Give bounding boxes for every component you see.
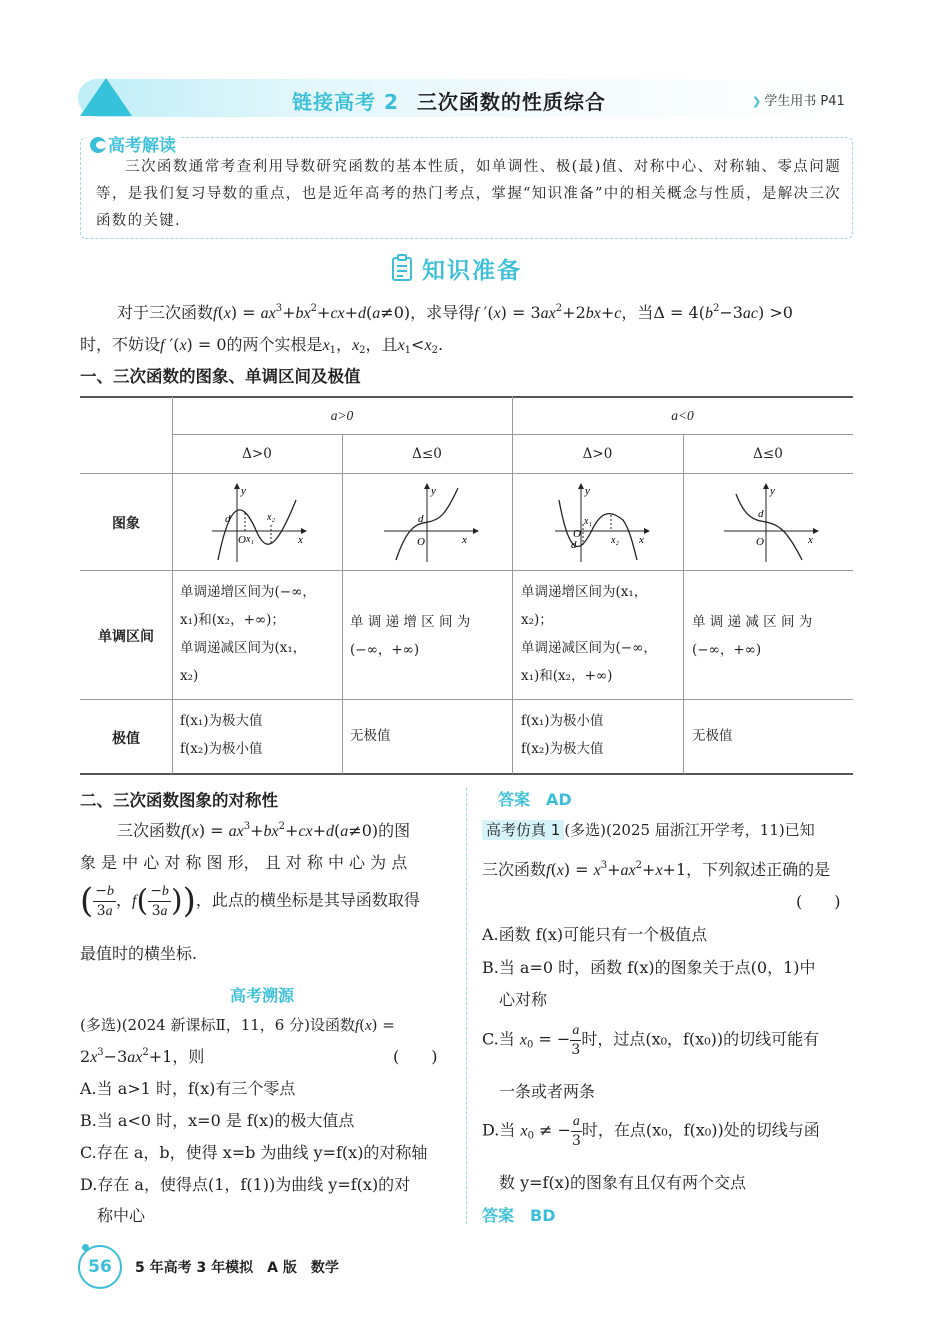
sim-answer-blank: ( ) [796,892,841,911]
source-answer-blank: ( ) [393,1047,438,1066]
sim-option-b-cont: 心对称 [499,990,548,1009]
section-1-title: 一、三次函数的图象、单调区间及极值 [80,367,361,386]
svg-text:x: x [808,534,813,546]
sub-header-4: Δ≤0 [753,446,783,462]
interpretation-badge [86,131,180,156]
svg-text:d: d [571,539,577,551]
section-2-title: 二、三次函数图象的对称性 [80,791,278,810]
interpretation-badge-label: 高考解读 [108,136,176,156]
answer-1: 答案 AD [498,790,572,809]
row-label-monotonic: 单调区间 [98,629,154,645]
sim-badge: 高考仿真 1 [482,820,564,840]
knowledge-title-text: 知识准备 [422,258,522,284]
sim-question-line-2: 三次函数$f(x) = x^3+ax^2+x+1$，下列叙述正确的是 [482,860,831,879]
answer-2: 答案 BD [482,1206,556,1225]
mono-cell-3: 单调递增区间为(x₁， x₂)； 单调递减区间为(−∞， x₁)和(x₂，+∞) [521,584,657,684]
chevron-right-icon: ❯ [752,95,762,108]
extreme-cell-3: f(x₁)为极小值 f(x₂)为极大值 [521,713,604,757]
symmetry-line-4: 最值时的横坐标. [80,944,198,963]
header-triangle-icon [80,76,136,120]
source-title: 高考溯源 [230,986,295,1005]
svg-text:d: d [418,513,424,525]
sim-question-line-1: 高考仿真 1 (多选)(2025 届浙江开学考，11)已知 [482,819,815,840]
svg-text:x: x [639,534,644,546]
row-label-extreme: 极值 [112,731,140,747]
extreme-cell-4: 无极值 [692,728,733,744]
source-option-b: B.当 a<0 时，x=0 是 f(x)的极大值点 [80,1111,355,1130]
sim-option-a: A.函数 f(x)可能只有一个极值点 [482,925,708,944]
sim-option-c-cont: 一条或者两条 [499,1082,596,1101]
svg-text:x: x [298,534,303,546]
svg-text:d: d [758,508,764,520]
svg-text:O: O [238,534,246,546]
svg-text:y: y [241,485,246,497]
mono-cell-1: 单调递增区间为(−∞， x₁)和(x₂，+∞)； 单调递减区间为(x₁， x₂) [180,584,316,684]
sim-option-b: B.当 a=0 时，函数 f(x)的图象关于点(0，1)中 [482,958,816,977]
row-label-graph: 图象 [112,516,140,532]
intro-line-1: 对于三次函数$f(x) = ax^3+bx^2+cx+d(a\ne 0)$，求导得f $'(x) = 3ax^2+2bx+c$，当$\Delta = 4(b^2-3ac) >0$ [117,303,793,322]
c-icon [90,137,106,153]
student-book-ref[interactable] [752,90,845,109]
svg-text:O: O [573,528,581,540]
source-question-2: $2x^3-3ax^2+1$，则 [80,1047,205,1066]
svg-text:d: d [225,513,231,525]
symmetry-line-3: ( $\frac{-b}{3a}$ ，f( $\frac{-b}{3a}$ ))，此点的横坐标是其导函数取得 [80,881,420,921]
intro-line-2: 时，不妨设f ′(x) = 0的两个实根是$x_1$，$x_2$，且$x_1<x_2$. [80,335,444,356]
svg-text:y: y [431,485,436,497]
clipboard-icon [390,254,416,282]
mono-cell-4: 单 调 递 减 区 间 为 (−∞，+∞) [692,614,813,658]
source-question-1: (多选)(2024 新课标Ⅱ，11，6 分)设函数f(x) = [80,1016,395,1034]
svg-text:O: O [756,536,764,548]
sim-option-d-cont: 数 y=f(x)的图象有且仅有两个交点 [499,1173,746,1192]
cubic-properties-table [80,396,853,774]
graph-a-pos-delta-pos [210,480,310,566]
svg-text:x₁: x₁ [246,534,254,545]
svg-text:y: y [770,485,775,497]
link-label: 链接高考 2 [292,90,399,114]
knowledge-title [390,252,522,285]
graph-a-pos-delta-nonpos [382,480,482,566]
footer-book-info: 5 年高考 3 年模拟 A 版 数学 [135,1260,339,1276]
extreme-cell-2: 无极值 [350,728,391,744]
sim-option-c: C.当 $x_0$ = − $\frac{a}{3}$ 时，过点(x₀，f(x₀))的切线可能有 [482,1023,820,1058]
page-number: 56 [78,1245,122,1289]
sub-header-3: Δ>0 [582,446,613,462]
ref-text: 学生用书 P41 [764,94,845,109]
extreme-cell-1: f(x₁)为极大值 f(x₂)为极小值 [180,713,263,757]
svg-text:O: O [417,536,425,548]
sub-header-1: Δ>0 [242,446,272,462]
column-divider [466,788,467,1224]
chapter-title [292,86,606,115]
header-a-negative: a<0 [671,408,694,423]
header-a-positive: a>0 [330,408,354,423]
symmetry-line-1: 三次函数$f(x) = ax^3+bx^2+cx+d(a\ne 0)$的图 [117,821,411,840]
source-option-a: A.当 a>1 时，f(x)有三个零点 [80,1079,296,1098]
sub-header-2: Δ≤0 [412,446,442,462]
source-option-c: C.存在 a，b，使得 x=b 为曲线 y=f(x)的对称轴 [80,1143,428,1162]
sim-option-d: D.当 $x_0$ ≠ − $\frac{a}{3}$ 时，在点(x₀，f(x₀))处的切线与函 [482,1114,820,1149]
svg-text:y: y [585,485,590,497]
svg-text:x₂: x₂ [611,535,619,546]
page-dot-icon [82,1244,89,1251]
source-option-d-cont: 称中心 [97,1206,146,1225]
source-option-d: D.存在 a，使得点(1，f(1))为曲线 y=f(x)的对 [80,1175,411,1194]
svg-text:x₂: x₂ [267,512,275,523]
graph-a-neg-delta-pos [553,480,653,566]
mono-cell-2: 单 调 递 增 区 间 为 (−∞，+∞) [350,614,471,658]
topic-title: 三次函数的性质综合 [416,90,606,114]
svg-text:x₁: x₁ [584,516,592,527]
svg-text:x: x [462,534,467,546]
graph-a-neg-delta-nonpos [722,480,822,566]
symmetry-line-2: 象 是 中 心 对 称 图 形， 且 对 称 中 心 为 点 [80,853,408,872]
interpretation-text: 三次函数通常考查利用导数研究函数的基本性质，如单调性、极(最)值、对称中心、对称轴、零点问题等，是我们复习导数的重点，也是近年高考的热门考点，掌握“知识准备”中的相关概念与性质，是解决三次函数的关键. [96,159,841,229]
